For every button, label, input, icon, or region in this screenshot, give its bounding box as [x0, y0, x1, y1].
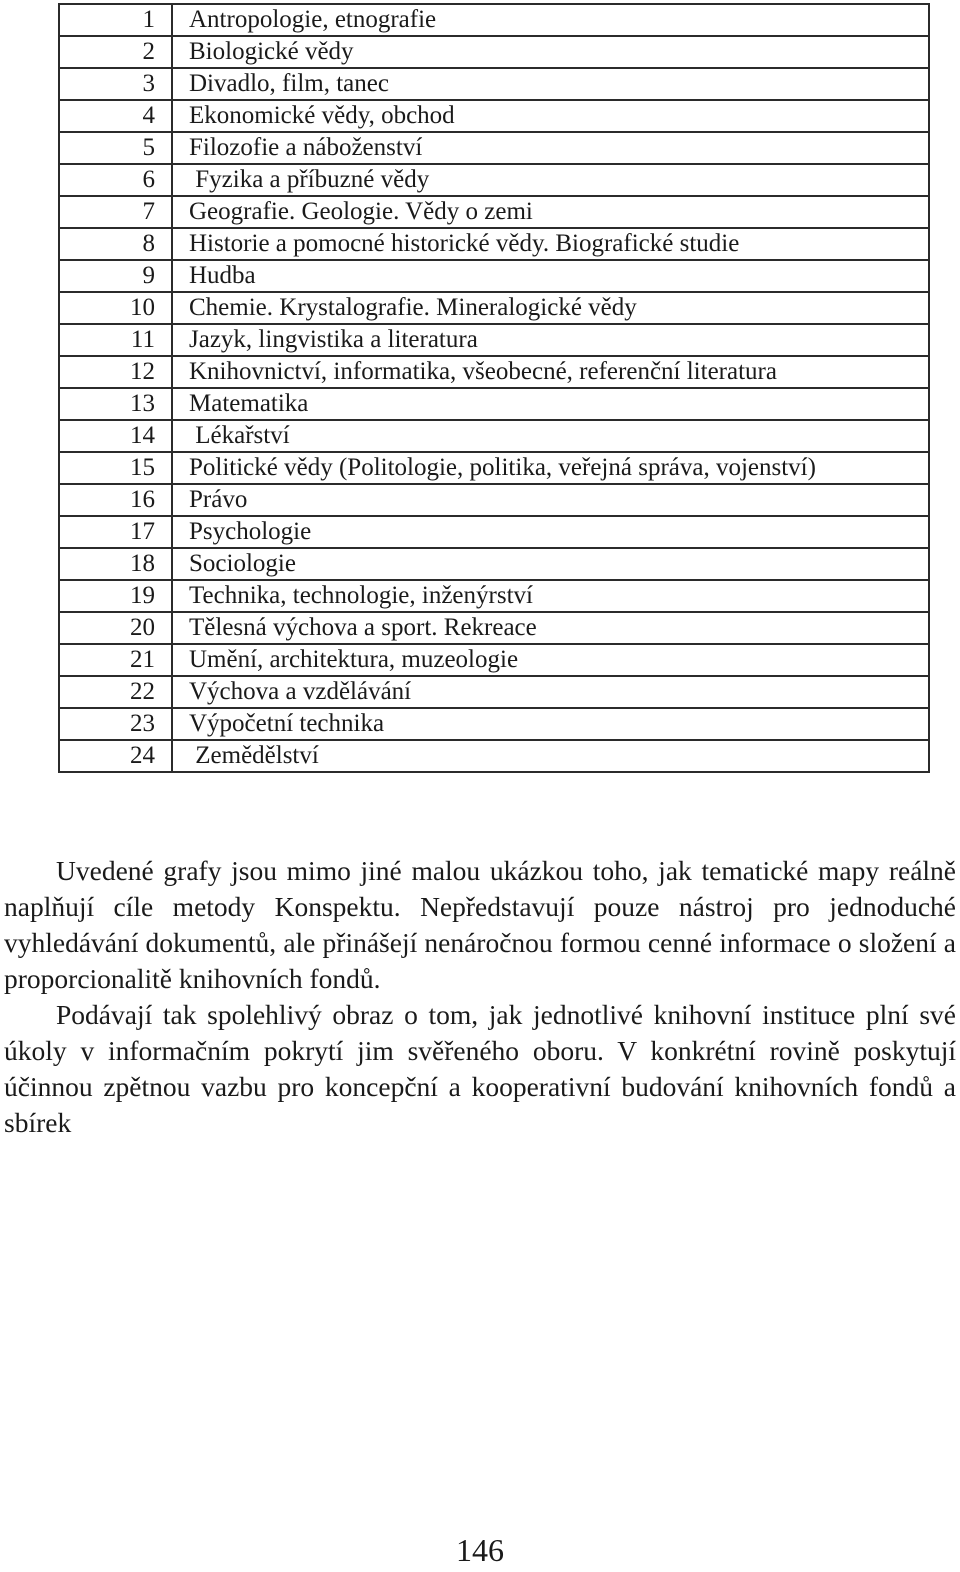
row-number: 16	[59, 484, 172, 516]
subject-name: Jazyk, lingvistika a literatura	[172, 324, 929, 356]
table-row	[59, 740, 929, 772]
table-row	[59, 292, 929, 324]
table-row	[59, 356, 929, 388]
table-row	[59, 324, 929, 356]
subject-name: Zemědělství	[172, 740, 929, 772]
page-number: 146	[456, 1532, 504, 1568]
subject-name: Výpočetní technika	[172, 708, 929, 740]
paragraph: Uvedené grafy jsou mimo jiné malou ukázkou toho, jak tematické mapy reálně naplňují cíle metody Konspektu. Nepředstavují pouze nástroj pro jednoduché vyhledávání dokumentů, ale přinášejí nenáročnou formou cenné informace o složení a proporcionalitě knihovních fondů.	[4, 855, 956, 994]
table-row	[59, 164, 929, 196]
row-number: 4	[59, 100, 172, 132]
table-row	[59, 516, 929, 548]
row-number: 18	[59, 548, 172, 580]
table-row	[59, 100, 929, 132]
row-number: 24	[59, 740, 172, 772]
subject-name: Historie a pomocné historické vědy. Biografické studie	[172, 228, 929, 260]
row-number: 19	[59, 580, 172, 612]
subject-table-body	[59, 4, 929, 772]
row-number: 10	[59, 292, 172, 324]
row-number: 12	[59, 356, 172, 388]
row-number: 1	[59, 4, 172, 36]
table-row	[59, 708, 929, 740]
subject-name: Lékařství	[172, 420, 929, 452]
table-row	[59, 484, 929, 516]
table-row	[59, 4, 929, 36]
table-row	[59, 644, 929, 676]
subject-name: Politické vědy (Politologie, politika, veřejná správa, vojenství)	[172, 452, 929, 484]
subject-name: Fyzika a příbuzné vědy	[172, 164, 929, 196]
subject-name: Právo	[172, 484, 929, 516]
row-number: 13	[59, 388, 172, 420]
row-number: 17	[59, 516, 172, 548]
subject-name: Filozofie a náboženství	[172, 132, 929, 164]
table-row	[59, 420, 929, 452]
row-number: 9	[59, 260, 172, 292]
table-row	[59, 132, 929, 164]
subject-name: Antropologie, etnografie	[172, 4, 929, 36]
table-row	[59, 68, 929, 100]
subject-name: Chemie. Krystalografie. Mineralogické vědy	[172, 292, 929, 324]
body-text	[4, 853, 956, 1141]
table-row	[59, 36, 929, 68]
row-number: 21	[59, 644, 172, 676]
row-number: 14	[59, 420, 172, 452]
subject-name: Matematika	[172, 388, 929, 420]
subject-name: Psychologie	[172, 516, 929, 548]
table-row	[59, 452, 929, 484]
row-number: 8	[59, 228, 172, 260]
table-row	[59, 612, 929, 644]
row-number: 7	[59, 196, 172, 228]
row-number: 11	[59, 324, 172, 356]
table-row	[59, 548, 929, 580]
table-row	[59, 676, 929, 708]
table-row	[59, 388, 929, 420]
row-number: 22	[59, 676, 172, 708]
row-number: 15	[59, 452, 172, 484]
subject-table	[58, 3, 930, 773]
row-number: 23	[59, 708, 172, 740]
subject-name: Výchova a vzdělávání	[172, 676, 929, 708]
row-number: 3	[59, 68, 172, 100]
paragraph: Podávají tak spolehlivý obraz o tom, jak jednotlivé knihovní instituce plní své úkoly v informačním pokrytí jim svěřeného oboru. V konkrétní rovině poskytují účinnou zpětnou vazbu pro koncepční a kooperativní budování knihovních fondů a sbírek	[4, 999, 956, 1138]
row-number: 6	[59, 164, 172, 196]
row-number: 2	[59, 36, 172, 68]
row-number: 20	[59, 612, 172, 644]
subject-name: Hudba	[172, 260, 929, 292]
subject-name: Biologické vědy	[172, 36, 929, 68]
subject-name: Geografie. Geologie. Vědy o zemi	[172, 196, 929, 228]
subject-name: Sociologie	[172, 548, 929, 580]
table-row	[59, 196, 929, 228]
subject-name: Tělesná výchova a sport. Rekreace	[172, 612, 929, 644]
table-row	[59, 228, 929, 260]
subject-name: Divadlo, film, tanec	[172, 68, 929, 100]
subject-name: Ekonomické vědy, obchod	[172, 100, 929, 132]
table-row	[59, 260, 929, 292]
subject-name: Umění, architektura, muzeologie	[172, 644, 929, 676]
subject-name: Knihovnictví, informatika, všeobecné, referenční literatura	[172, 356, 929, 388]
table-row	[59, 580, 929, 612]
row-number: 5	[59, 132, 172, 164]
subject-name: Technika, technologie, inženýrství	[172, 580, 929, 612]
